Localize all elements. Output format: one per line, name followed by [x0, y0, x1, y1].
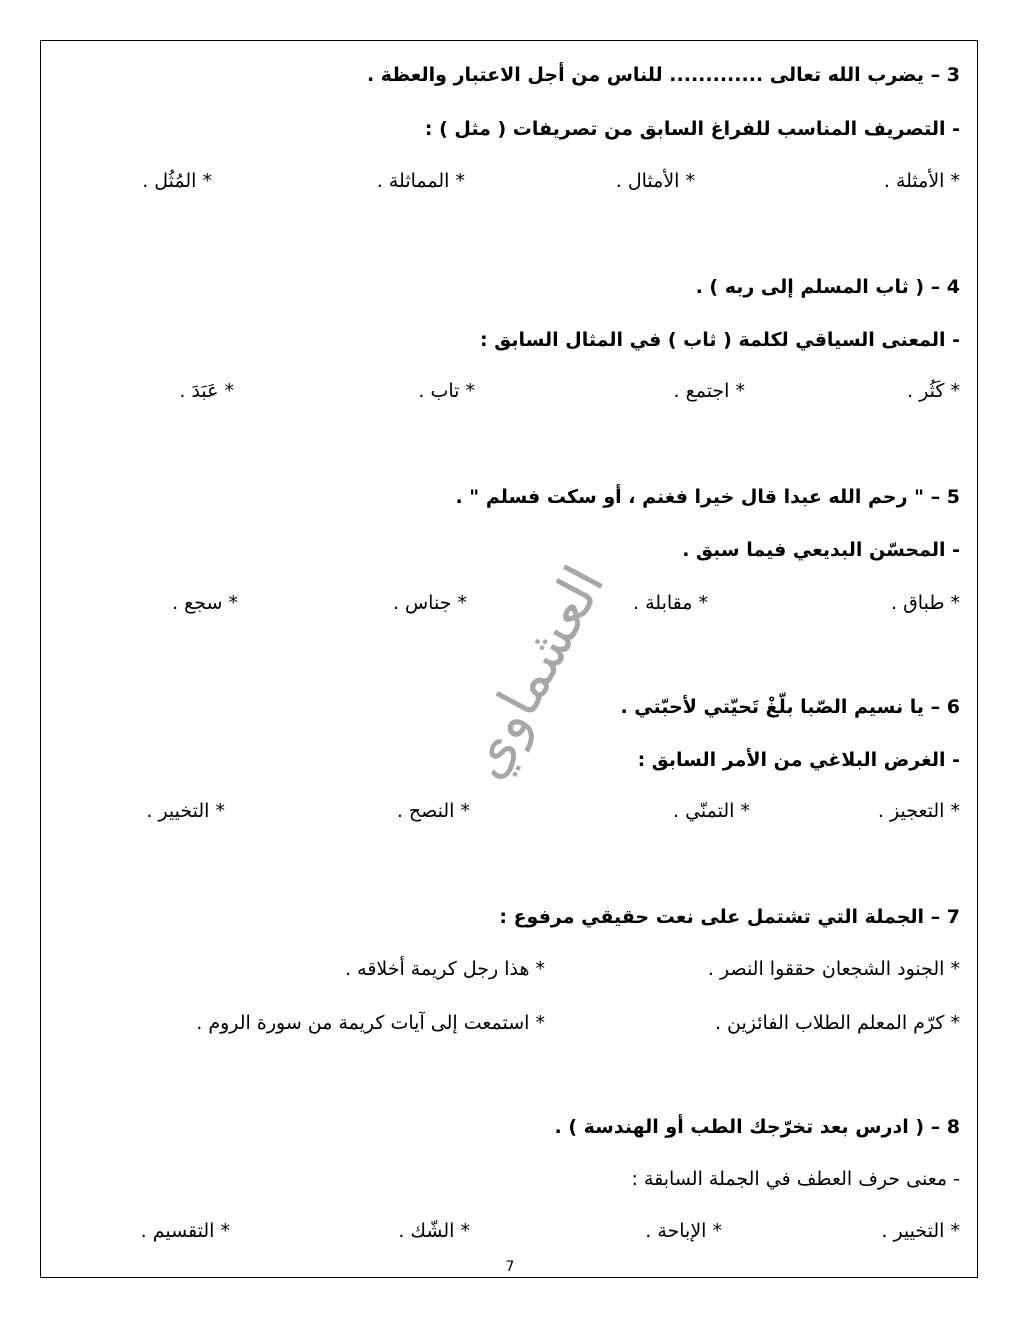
- question-4-option-3[interactable]: * تاب .: [418, 380, 475, 402]
- question-5-option-4[interactable]: * سجع .: [172, 592, 238, 614]
- question-3-option-3[interactable]: * المماثلة .: [376, 170, 465, 192]
- question-8-instruction: - معنى حرف العطف في الجملة السابقة :: [631, 1168, 960, 1190]
- question-6-option-1[interactable]: * التعجيز .: [877, 800, 960, 822]
- watermark: العشماوي: [452, 555, 618, 790]
- question-5-option-2[interactable]: * مقابلة .: [633, 592, 708, 614]
- question-8-option-1[interactable]: * التخيير .: [881, 1220, 960, 1242]
- question-8-option-4[interactable]: * التقسيم .: [140, 1220, 230, 1242]
- question-6-instruction: - الغرض البلاغي من الأمر السابق :: [637, 749, 960, 771]
- question-4-option-1[interactable]: * كَثُر .: [907, 380, 960, 402]
- question-5-option-3[interactable]: * جناس .: [392, 592, 467, 614]
- question-8-text: 8 – ( ادرس بعد تخرّجك الطب أو الهندسة ) .: [554, 1116, 960, 1138]
- page-number: 7: [505, 1259, 515, 1275]
- question-4-text: 4 – ( ثاب المسلم إلى ربه ) .: [695, 276, 960, 298]
- question-3-option-1[interactable]: * الأمثلة .: [883, 170, 960, 192]
- question-4-instruction: - المعنى السياقي لكلمة ( ثاب ) في المثال السابق :: [480, 329, 960, 351]
- question-6-option-2[interactable]: * التمنّي .: [673, 800, 750, 822]
- question-3-option-2[interactable]: * الأمثال .: [615, 170, 695, 192]
- question-5-text: 5 – " رحم الله عبدا قال خيرا فغنم ، أو سكت فسلم " .: [455, 486, 960, 508]
- question-6-text: 6 – يا نسيم الصّبا بلّغْ تَحيّتي لأحبّتي .: [620, 696, 960, 718]
- question-6-option-4[interactable]: * التخيير .: [146, 800, 225, 822]
- question-8-option-3[interactable]: * الشّك .: [398, 1220, 470, 1242]
- question-7-text: 7 – الجملة التي تشتمل على نعت حقيقي مرفوع :: [499, 906, 960, 928]
- question-7-option-2[interactable]: * هذا رجل كريمة أخلاقه .: [345, 958, 545, 980]
- question-3-instruction: - التصريف المناسب للفراغ السابق من تصريفات ( مثل ) :: [424, 118, 960, 140]
- question-5-instruction: - المحسّن البديعي فيما سبق .: [682, 539, 960, 561]
- question-4-option-2[interactable]: * اجتمع .: [673, 380, 745, 402]
- question-7-option-4[interactable]: * استمعت إلى آيات كريمة من سورة الروم .: [196, 1012, 545, 1034]
- question-7-option-1[interactable]: * الجنود الشجعان حققوا النصر .: [707, 958, 960, 980]
- question-4-option-4[interactable]: * عَبَدَ .: [179, 380, 234, 402]
- question-8-option-2[interactable]: * الإباحة .: [645, 1220, 722, 1242]
- question-3-option-4[interactable]: * المُثُل .: [142, 170, 212, 192]
- question-7-option-3[interactable]: * كرّم المعلم الطلاب الفائزين .: [714, 1012, 960, 1034]
- question-3-text: 3 – يضرب الله تعالى ............. للناس من أجل الاعتبار والعظة .: [366, 64, 960, 86]
- question-6-option-3[interactable]: * النصح .: [396, 800, 470, 822]
- question-5-option-1[interactable]: * طباق .: [890, 592, 960, 614]
